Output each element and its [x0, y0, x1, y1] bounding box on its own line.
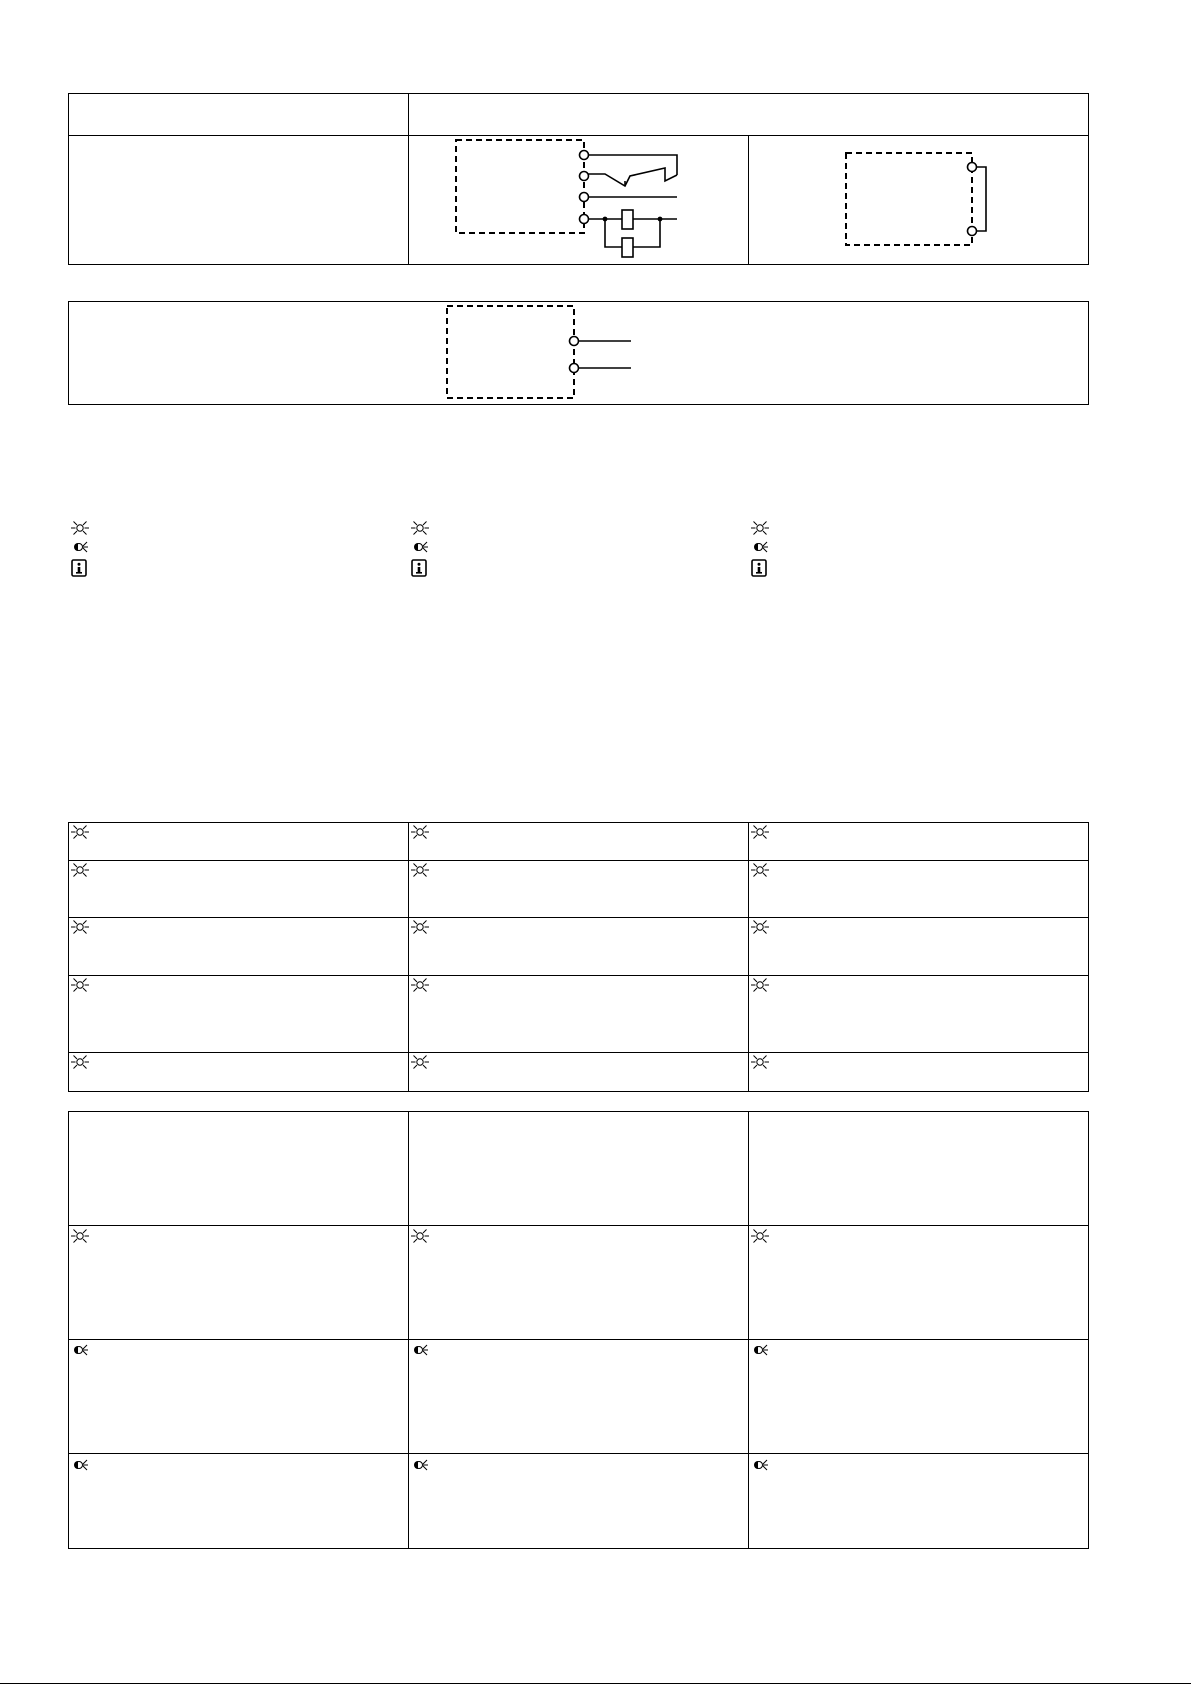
led-indicator-icon: [411, 1056, 429, 1069]
terminal: [580, 151, 589, 160]
indicator-list: [71, 522, 769, 577]
table-4: [68, 1111, 1089, 1549]
sound-indicator-icon: [74, 1345, 88, 1355]
led-indicator-icon: [411, 826, 429, 839]
sound-indicator-icon: [754, 542, 768, 552]
led-indicator-icon: [71, 1056, 89, 1069]
info-icon: [752, 560, 766, 576]
table-1: [68, 93, 1089, 265]
table-1-border: [69, 94, 1089, 265]
terminal: [570, 364, 579, 373]
jumper-wire: [973, 167, 986, 231]
led-indicator-icon: [411, 522, 429, 535]
info-icon: [72, 560, 86, 576]
led-indicator-icon: [751, 979, 769, 992]
led-indicator-icon: [71, 864, 89, 877]
led-indicator-icon: [411, 921, 429, 934]
terminal: [580, 172, 589, 181]
switch-contact: [588, 168, 677, 186]
two-terminal-diagram: [447, 306, 631, 398]
led-indicator-icon: [411, 864, 429, 877]
sound-indicator-icon: [74, 1460, 88, 1470]
terminal: [580, 215, 589, 224]
led-indicator-icon: [71, 1230, 89, 1243]
terminal: [968, 227, 977, 236]
terminal: [968, 163, 977, 172]
led-indicator-icon: [751, 1230, 769, 1243]
table-3: [68, 822, 1089, 1092]
sound-indicator-icon: [414, 542, 428, 552]
table-3-border: [69, 823, 1089, 1092]
table-2: [69, 302, 1089, 405]
led-indicator-icon: [71, 522, 89, 535]
led-indicator-icon: [751, 864, 769, 877]
relay-coil: [622, 238, 633, 257]
led-indicator-icon: [411, 1230, 429, 1243]
led-indicator-icon: [751, 826, 769, 839]
device-outline-dashed: [846, 153, 972, 245]
sound-indicator-icon: [414, 1345, 428, 1355]
led-indicator-icon: [71, 921, 89, 934]
junction-dot: [603, 217, 608, 222]
jumper-wiring-diagram: [846, 153, 986, 245]
led-indicator-icon: [751, 1056, 769, 1069]
led-indicator-icon: [751, 522, 769, 535]
sound-indicator-icon: [754, 1460, 768, 1470]
device-outline-dashed: [447, 306, 574, 398]
led-indicator-icon: [411, 979, 429, 992]
table-2-border: [69, 302, 1089, 405]
led-indicator-icon: [71, 979, 89, 992]
device-outline-dashed: [456, 140, 584, 233]
led-indicator-icon: [751, 921, 769, 934]
junction-dot: [658, 217, 663, 222]
led-indicator-icon: [71, 826, 89, 839]
sound-indicator-icon: [74, 542, 88, 552]
wire: [588, 155, 677, 175]
terminal: [570, 337, 579, 346]
table-4-border: [69, 1112, 1089, 1549]
sound-indicator-icon: [414, 1460, 428, 1470]
info-icon: [412, 560, 426, 576]
sound-indicator-icon: [754, 1345, 768, 1355]
relay-coil: [622, 210, 633, 229]
terminal: [580, 193, 589, 202]
relay-wiring-diagram: [456, 140, 677, 257]
